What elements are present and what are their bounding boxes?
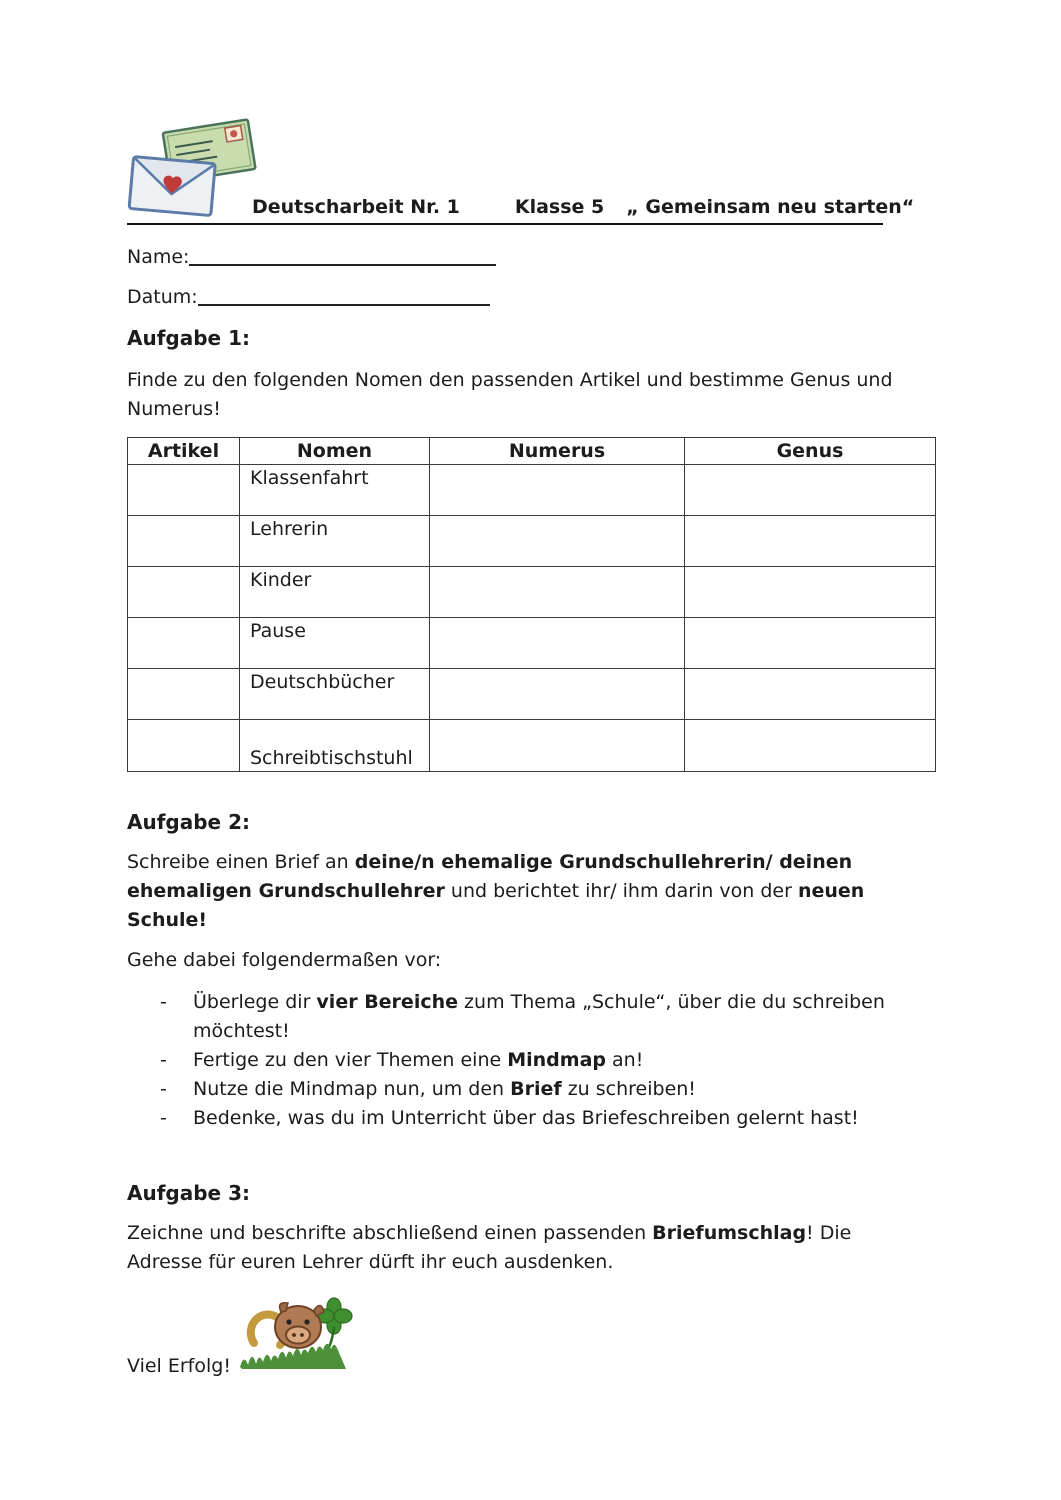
title-class: Klasse 5: [514, 196, 605, 218]
numerus-cell: [430, 567, 685, 618]
nomen-cell: Klassenfahrt: [240, 465, 430, 516]
table-row: [128, 465, 936, 516]
artikel-cell: [128, 567, 240, 618]
table-row: [128, 618, 936, 669]
name-blank-line: [189, 246, 496, 266]
list-item-text: Fertige zu den vier Themen eine Mindmap an!: [193, 1049, 644, 1071]
datum-label: Datum:: [127, 286, 198, 308]
artikel-cell: [128, 669, 240, 720]
table-row: [128, 516, 936, 567]
table-row: [128, 567, 936, 618]
aufgabe1-instruction: Finde zu den folgenden Nomen den passenden Artikel und bestimme Genus und Numerus!: [127, 369, 893, 420]
col-header-nomen: Nomen: [240, 438, 430, 465]
table-row: [128, 720, 936, 772]
datum-blank-line: [198, 286, 490, 306]
aufgabe1-table: [127, 437, 936, 772]
title-exam-number: Deutscharbeit Nr. 1: [252, 196, 460, 218]
numerus-cell: [430, 618, 685, 669]
artikel-cell: [128, 720, 240, 772]
title-motto: „ Gemeinsam neu starten“: [626, 196, 915, 218]
aufgabe1-heading: Aufgabe 1:: [127, 326, 250, 350]
name-label: Name:: [127, 246, 190, 268]
numerus-cell: [430, 720, 685, 772]
aufgabe2-intro: Schreibe einen Brief an deine/n ehemalige Grundschullehrerin/ deinen ehemaligen Grundschullehrer und berichtet ihr/ ihm darin von der neuen Schule!: [127, 851, 865, 931]
list-item: [160, 1046, 940, 1075]
aufgabe2-steps-list: [160, 988, 940, 1133]
genus-cell: [685, 567, 936, 618]
dash-bullet: -: [160, 1107, 167, 1129]
nomen-cell: Pause: [240, 618, 430, 669]
artikel-cell: [128, 465, 240, 516]
list-item-text: Nutze die Mindmap nun, um den Brief zu schreiben!: [193, 1078, 696, 1100]
nomen-cell: Deutschbücher: [240, 669, 430, 720]
artikel-cell: [128, 618, 240, 669]
nomen-cell: Kinder: [240, 567, 430, 618]
list-item-text: Überlege dir vier Bereiche zum Thema „Schule“, über die du schreiben möchtest!: [193, 991, 885, 1042]
genus-cell: [685, 465, 936, 516]
artikel-cell: [128, 516, 240, 567]
numerus-cell: [430, 669, 685, 720]
aufgabe2-heading: Aufgabe 2:: [127, 810, 250, 834]
aufgabe3-heading: Aufgabe 3:: [127, 1181, 250, 1205]
aufgabe2-subheading: Gehe dabei folgendermaßen vor:: [127, 949, 442, 971]
genus-cell: [685, 618, 936, 669]
dash-bullet: -: [160, 1049, 167, 1071]
genus-cell: [685, 516, 936, 567]
closing-text: Viel Erfolg!: [127, 1355, 231, 1377]
numerus-cell: [430, 516, 685, 567]
name-field-row: [127, 246, 496, 268]
list-item-text: Bedenke, was du im Unterricht über das Briefeschreiben gelernt hast!: [193, 1107, 859, 1129]
numerus-cell: [430, 465, 685, 516]
aufgabe3-body: Zeichne und beschrifte abschließend einen passenden Briefumschlag! Die Adresse für euren Lehrer dürft ihr euch ausdenken.: [127, 1222, 852, 1273]
list-item: [160, 1075, 940, 1104]
nomen-cell: Schreibtischstuhl: [240, 720, 430, 772]
dash-bullet: -: [160, 991, 167, 1013]
col-header-artikel: Artikel: [128, 438, 240, 465]
genus-cell: [685, 669, 936, 720]
list-item: [160, 1104, 940, 1133]
lucky-pig-illustration: [236, 1281, 364, 1371]
worksheet-title: [127, 196, 915, 225]
col-header-genus: Genus: [685, 438, 936, 465]
col-header-numerus: Numerus: [430, 438, 685, 465]
table-header-row: [128, 438, 936, 465]
table-row: [128, 669, 936, 720]
nomen-cell: Lehrerin: [240, 516, 430, 567]
datum-field-row: [127, 286, 490, 308]
list-item: [160, 988, 940, 1046]
genus-cell: [685, 720, 936, 772]
dash-bullet: -: [160, 1078, 167, 1100]
